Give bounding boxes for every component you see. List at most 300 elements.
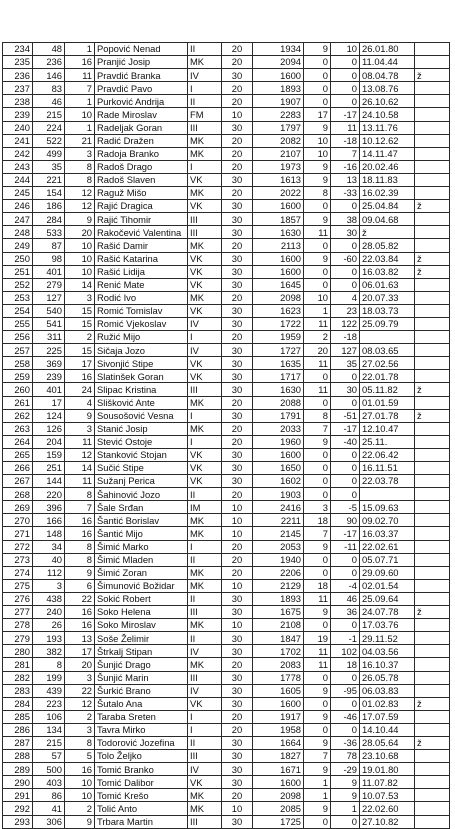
club-cell: 14 [65,462,95,475]
games-cell: 9 [304,173,331,186]
gender-cell [415,95,450,108]
change-cell: 0 [331,488,360,501]
change-cell: -33 [331,187,360,200]
gender-cell [415,448,450,461]
games-cell: 11 [304,592,331,605]
row-number-cell: 246 [3,200,33,213]
table-row [3,579,450,592]
table-row [3,187,450,200]
gender-cell [415,344,450,357]
id-cell: 223 [33,697,65,710]
gender-cell: ž [415,200,450,213]
row-number-cell: 258 [3,357,33,370]
change-cell: -17 [331,108,360,121]
club-cell: 8 [65,488,95,501]
id-cell: 533 [33,226,65,239]
club-cell: 15 [65,344,95,357]
name-cell: Rašić Lidija [95,265,188,278]
table-row [3,619,450,632]
games-cell: 9 [304,736,331,749]
club-cell: 9 [65,566,95,579]
games-cell: 0 [304,462,331,475]
change-cell: 0 [331,56,360,69]
rating-cell: 1778 [253,671,304,684]
row-number-cell: 239 [3,108,33,121]
id-cell: 3 [33,579,65,592]
table-row [3,553,450,566]
category-cell: II [188,95,222,108]
club-cell: 9 [65,213,95,226]
club-cell: 10 [65,239,95,252]
id-cell: 311 [33,331,65,344]
table-row [3,200,450,213]
category-cell: VK [188,304,222,317]
club-cell: 20 [65,226,95,239]
club-cell: 11 [65,69,95,82]
gender-cell [415,671,450,684]
table-body [3,43,450,829]
factor-cell: 30 [222,815,253,828]
date-cell: 16.11.51 [360,462,415,475]
gender-cell [415,514,450,527]
row-number-cell: 283 [3,684,33,697]
factor-cell: 30 [222,317,253,330]
rating-cell: 1623 [253,304,304,317]
name-cell: Šimić Mladen [95,553,188,566]
table-row [3,82,450,95]
id-cell: 369 [33,357,65,370]
name-cell: Soše Želimir [95,632,188,645]
id-cell: 34 [33,540,65,553]
table-row [3,815,450,828]
games-cell: 10 [304,147,331,160]
change-cell: -16 [331,160,360,173]
name-cell: Šurkić Brano [95,684,188,697]
club-cell: 15 [65,317,95,330]
category-cell: FM [188,108,222,121]
id-cell: 239 [33,370,65,383]
club-cell: 8 [65,736,95,749]
factor-cell: 10 [222,501,253,514]
row-number-cell: 272 [3,540,33,553]
change-cell: 23 [331,304,360,317]
club-cell: 8 [65,173,95,186]
id-cell: 83 [33,82,65,95]
table-row [3,409,450,422]
date-cell: 25.09.64 [360,592,415,605]
club-cell: 1 [65,43,95,56]
id-cell: 224 [33,121,65,134]
table-row [3,501,450,514]
change-cell: 36 [331,606,360,619]
games-cell: 7 [304,422,331,435]
date-cell: 22.02.60 [360,802,415,815]
row-number-cell: 261 [3,396,33,409]
club-cell: 10 [65,252,95,265]
change-cell: 0 [331,278,360,291]
change-cell: 9 [331,776,360,789]
change-cell: 0 [331,553,360,566]
category-cell: I [188,435,222,448]
name-cell: Sousošović Vesna [95,409,188,422]
category-cell: MK [188,291,222,304]
id-cell: 26 [33,619,65,632]
name-cell: Šunjić Drago [95,658,188,671]
category-cell: VK [188,475,222,488]
games-cell: 9 [304,160,331,173]
category-cell: VK [188,462,222,475]
gender-cell [415,632,450,645]
table-row [3,475,450,488]
factor-cell: 30 [222,278,253,291]
factor-cell: 30 [222,226,253,239]
row-number-cell: 266 [3,462,33,475]
category-cell: I [188,723,222,736]
category-cell: I [188,710,222,723]
table-row [3,448,450,461]
gender-cell [415,278,450,291]
name-cell: Tomić Krešo [95,789,188,802]
change-cell: 0 [331,370,360,383]
row-number-cell: 252 [3,278,33,291]
table-row [3,344,450,357]
date-cell: 16.03.82 [360,265,415,278]
category-cell: MK [188,187,222,200]
rating-cell: 2108 [253,619,304,632]
factor-cell: 20 [222,658,253,671]
name-cell: Renić Mate [95,278,188,291]
change-cell: -5 [331,501,360,514]
row-number-cell: 286 [3,723,33,736]
rating-cell: 1600 [253,265,304,278]
rating-cell: 2206 [253,566,304,579]
factor-cell: 30 [222,409,253,422]
change-cell: 0 [331,671,360,684]
change-cell: 10 [331,43,360,56]
name-cell: Sičaja Jozo [95,344,188,357]
games-cell: 9 [304,710,331,723]
change-cell: 0 [331,448,360,461]
change-cell: 127 [331,344,360,357]
name-cell: Tomić Branko [95,763,188,776]
category-cell: I [188,409,222,422]
category-cell: I [188,540,222,553]
name-cell: Šantić Borislav [95,514,188,527]
rating-cell: 1960 [253,435,304,448]
games-cell: 0 [304,671,331,684]
date-cell: 18.03.73 [360,304,415,317]
change-cell: -18 [331,331,360,344]
id-cell: 98 [33,252,65,265]
category-cell: VK [188,173,222,186]
club-cell: 2 [65,331,95,344]
category-cell: IV [188,763,222,776]
club-cell: 16 [65,514,95,527]
category-cell: MK [188,56,222,69]
table-row [3,160,450,173]
table-row [3,226,450,239]
name-cell: Soko Miroslav [95,619,188,632]
factor-cell: 30 [222,671,253,684]
table-row [3,632,450,645]
row-number-cell: 259 [3,370,33,383]
id-cell: 396 [33,501,65,514]
row-number-cell: 291 [3,789,33,802]
rating-cell: 2283 [253,108,304,121]
club-cell: 2 [65,710,95,723]
table-row [3,239,450,252]
club-cell: 16 [65,606,95,619]
table-row [3,95,450,108]
category-cell: II [188,592,222,605]
games-cell: 8 [304,409,331,422]
rating-cell: 2129 [253,579,304,592]
change-cell: -36 [331,736,360,749]
row-number-cell: 285 [3,710,33,723]
games-cell: 17 [304,108,331,121]
games-cell: 10 [304,291,331,304]
gender-cell [415,331,450,344]
gender-cell [415,134,450,147]
id-cell: 401 [33,265,65,278]
name-cell: Popović Nenad [95,43,188,56]
club-cell: 3 [65,291,95,304]
name-cell: Rašić Damir [95,239,188,252]
games-cell: 9 [304,43,331,56]
rating-cell: 1797 [253,121,304,134]
factor-cell: 10 [222,108,253,121]
id-cell: 146 [33,69,65,82]
category-cell: VK [188,448,222,461]
factor-cell: 10 [222,579,253,592]
date-cell: 29.11.52 [360,632,415,645]
table-row [3,723,450,736]
date-cell: 05.07.71 [360,553,415,566]
change-cell: -95 [331,684,360,697]
gender-cell [415,173,450,186]
gender-cell: ž [415,697,450,710]
change-cell: 1 [331,802,360,815]
id-cell: 251 [33,462,65,475]
games-cell: 2 [304,331,331,344]
row-number-cell: 275 [3,579,33,592]
club-cell: 11 [65,475,95,488]
id-cell: 240 [33,606,65,619]
id-cell: 159 [33,448,65,461]
date-cell: 28.05.64 [360,736,415,749]
name-cell: Radoš Drago [95,160,188,173]
id-cell: 499 [33,147,65,160]
category-cell: MK [188,422,222,435]
row-number-cell: 279 [3,632,33,645]
id-cell: 134 [33,723,65,736]
id-cell: 106 [33,710,65,723]
category-cell: IV [188,69,222,82]
factor-cell: 20 [222,789,253,802]
date-cell: 29.09.60 [360,566,415,579]
gender-cell [415,239,450,252]
rating-cell: 1791 [253,409,304,422]
factor-cell: 30 [222,200,253,213]
date-cell: 05.11.82 [360,383,415,396]
club-cell: 20 [65,658,95,671]
games-cell: 18 [304,514,331,527]
factor-cell: 20 [222,422,253,435]
date-cell: 13.08.76 [360,82,415,95]
factor-cell: 30 [222,304,253,317]
rating-cell: 1600 [253,200,304,213]
table-row [3,736,450,749]
change-cell: 90 [331,514,360,527]
factor-cell: 20 [222,540,253,553]
table-row [3,121,450,134]
club-cell: 7 [65,82,95,95]
category-cell: II [188,632,222,645]
change-cell: 0 [331,69,360,82]
games-cell: 0 [304,56,331,69]
gender-cell [415,226,450,239]
gender-cell [415,684,450,697]
change-cell: 78 [331,750,360,763]
games-cell: 0 [304,697,331,710]
row-number-cell: 249 [3,239,33,252]
category-cell: II [188,736,222,749]
rating-cell: 2098 [253,291,304,304]
club-cell: 16 [65,763,95,776]
name-cell: Raguž Mišo [95,187,188,200]
table-row [3,488,450,501]
club-cell: 12 [65,448,95,461]
id-cell: 126 [33,422,65,435]
rating-cell: 1907 [253,95,304,108]
date-cell: 25.09.79 [360,317,415,330]
table-row [3,134,450,147]
date-cell: 20.07.33 [360,291,415,304]
gender-cell [415,763,450,776]
category-cell: MK [188,527,222,540]
date-cell: 17.03.76 [360,619,415,632]
games-cell: 9 [304,540,331,553]
row-number-cell: 262 [3,409,33,422]
name-cell: Tolić Anto [95,802,188,815]
games-cell: 0 [304,200,331,213]
rating-cell: 2022 [253,187,304,200]
rating-cell: 2113 [253,239,304,252]
rating-cell: 1917 [253,710,304,723]
id-cell: 403 [33,776,65,789]
category-cell: I [188,160,222,173]
table-row [3,514,450,527]
club-cell: 8 [65,540,95,553]
rating-cell: 1600 [253,69,304,82]
change-cell: 0 [331,462,360,475]
factor-cell: 20 [222,134,253,147]
club-cell: 9 [65,815,95,828]
gender-cell [415,658,450,671]
factor-cell: 20 [222,396,253,409]
table-row [3,304,450,317]
change-cell: 0 [331,200,360,213]
table-row [3,43,450,56]
row-number-cell: 278 [3,619,33,632]
id-cell: 540 [33,304,65,317]
factor-cell: 20 [222,488,253,501]
name-cell: Rajić Tihomir [95,213,188,226]
club-cell: 3 [65,422,95,435]
row-number-cell: 293 [3,815,33,828]
category-cell: MK [188,789,222,802]
row-number-cell: 292 [3,802,33,815]
rating-cell: 1893 [253,592,304,605]
category-cell: II [188,553,222,566]
rating-cell: 1630 [253,383,304,396]
games-cell: 0 [304,95,331,108]
date-cell: 27.10.82 [360,815,415,828]
date-cell: 12.10.47 [360,422,415,435]
name-cell: Romić Tomislav [95,304,188,317]
rating-cell: 1727 [253,344,304,357]
club-cell: 12 [65,200,95,213]
club-cell: 13 [65,632,95,645]
club-cell: 17 [65,645,95,658]
name-cell: Stević Ostoje [95,435,188,448]
factor-cell: 30 [222,475,253,488]
games-cell: 11 [304,317,331,330]
row-number-cell: 255 [3,317,33,330]
games-cell: 0 [304,553,331,566]
name-cell: Radoš Slaven [95,173,188,186]
games-cell: 10 [304,134,331,147]
row-number-cell: 237 [3,82,33,95]
id-cell: 144 [33,475,65,488]
row-number-cell: 277 [3,606,33,619]
factor-cell: 30 [222,592,253,605]
date-cell: 16.02.39 [360,187,415,200]
rating-cell: 2053 [253,540,304,553]
table-row [3,606,450,619]
gender-cell [415,710,450,723]
category-cell: IV [188,344,222,357]
club-cell: 22 [65,592,95,605]
factor-cell: 20 [222,566,253,579]
games-cell: 11 [304,357,331,370]
date-cell: 27.02.56 [360,357,415,370]
rating-cell: 2033 [253,422,304,435]
row-number-cell: 269 [3,501,33,514]
row-number-cell: 271 [3,527,33,540]
row-number-cell: 260 [3,383,33,396]
date-cell: 13.11.76 [360,121,415,134]
category-cell: III [188,671,222,684]
factor-cell: 10 [222,527,253,540]
factor-cell: 20 [222,95,253,108]
rating-cell: 2085 [253,802,304,815]
change-cell: 0 [331,723,360,736]
club-cell: 7 [65,501,95,514]
club-cell: 3 [65,147,95,160]
games-cell: 11 [304,226,331,239]
club-cell: 12 [65,697,95,710]
name-cell: Rašić Katarina [95,252,188,265]
category-cell: MK [188,566,222,579]
id-cell: 193 [33,632,65,645]
name-cell: Trbara Martin [95,815,188,828]
gender-cell [415,317,450,330]
row-number-cell: 273 [3,553,33,566]
category-cell: III [188,226,222,239]
date-cell: 22.01.78 [360,370,415,383]
date-cell: 24.10.58 [360,108,415,121]
